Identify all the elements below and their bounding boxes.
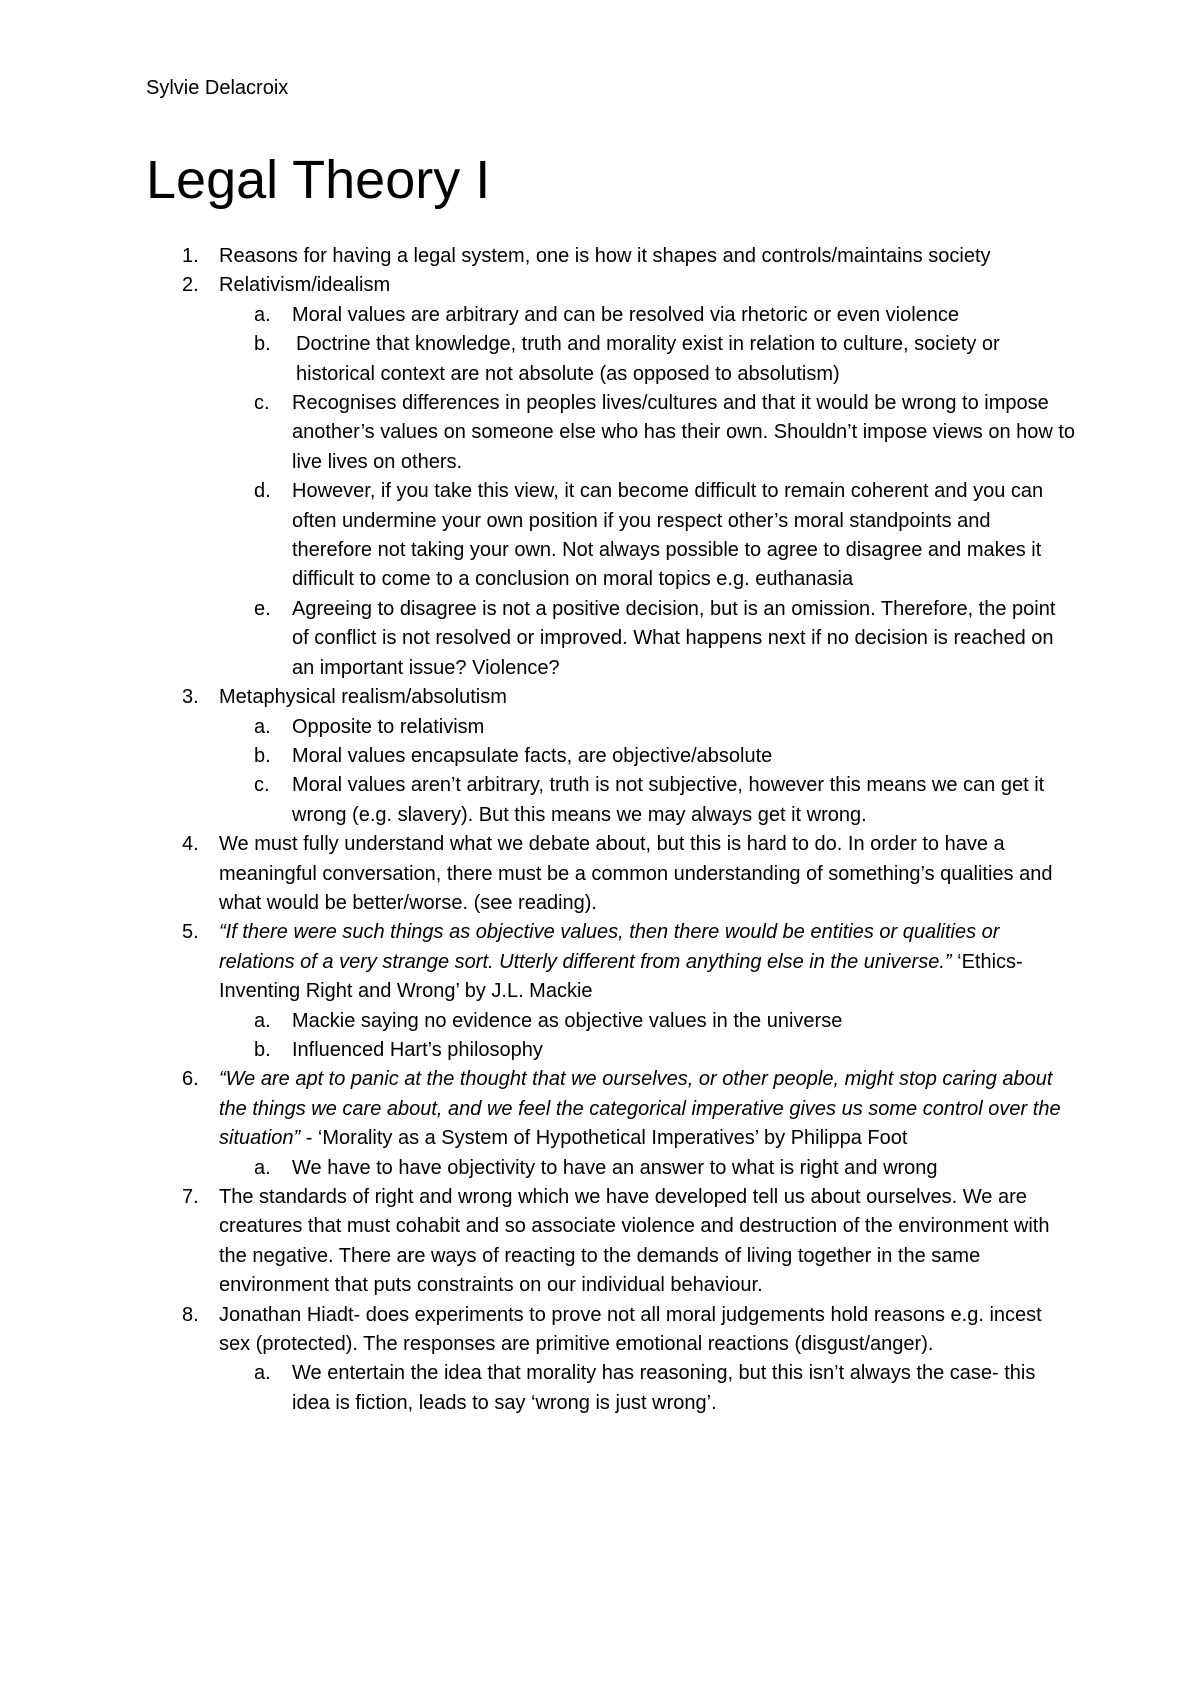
list-number: 6. xyxy=(182,1068,199,1091)
sub-item-text: However, if you take this view, it can become difficult to remain coherent and you can often undermine your own position if you respect other’s moral standpoints and therefore not taking your own. Not always possible to agree to disagree and makes it difficult to come to a conclusion on moral topics e.g. euthanasia xyxy=(292,480,1044,591)
sub-item-3b xyxy=(146,742,1076,771)
list-number: 1. xyxy=(182,245,199,267)
sub-item-3c xyxy=(146,771,1076,830)
sub-item-text: We entertain the idea that morality has reasoning, but this isn’t always the case- this idea is fiction, leads to say ‘wrong is just wrong’. xyxy=(292,1362,1036,1414)
sub-item-5a xyxy=(146,1007,1076,1036)
sub-item-text: Agreeing to disagree is not a positive decision, but is an omission. Therefore, the point of conflict is not resolved or improved. What happens next if no decision is reached on an important issue? Violence? xyxy=(292,597,1056,679)
list-item-text: Metaphysical realism/absolutism xyxy=(219,686,507,709)
sub-letter: e. xyxy=(254,597,271,620)
list-item-7 xyxy=(146,1183,1076,1301)
list-item-2 xyxy=(146,271,1076,300)
sub-letter: a. xyxy=(254,303,271,326)
list-number: 7. xyxy=(182,1186,199,1208)
quote-text: “If there were such things as objective values, then there would be entities or qualities or relations of a very strange sort. Utterly different from anything else in the universe.” xyxy=(219,921,1000,973)
sub-letter: a. xyxy=(254,715,271,738)
sub-item-text: Moral values aren’t arbitrary, truth is not subjective, however this means we can get it wrong (e.g. slavery). But this means we may always get it wrong. xyxy=(292,774,1045,826)
citation-text: ‘Ethics-Inventing Right and Wrong’ by J.L. Mackie xyxy=(219,950,1023,1003)
list-item-4 xyxy=(146,830,1076,918)
list-item-3 xyxy=(146,683,1076,712)
sub-item-8a xyxy=(146,1359,1076,1418)
sub-item-text: Influenced Hart’s philosophy xyxy=(292,1038,543,1061)
sub-item-2c xyxy=(146,389,1076,477)
sub-item-text: Recognises differences in peoples lives/cultures and that it would be wrong to impose another’s values on someone else who has their own. Shouldn’t impose views on how to live lives on others. xyxy=(292,392,1076,473)
list-number: 3. xyxy=(182,686,199,709)
list-number: 4. xyxy=(182,833,199,856)
document-title: Legal Theory I xyxy=(146,150,491,210)
sub-letter: d. xyxy=(254,480,271,503)
author-name: Sylvie Delacroix xyxy=(146,77,289,99)
list-item-5 xyxy=(146,918,1076,1006)
citation-text: - ‘Morality as a System of Hypothetical Imperatives’ by Philippa Foot xyxy=(300,1127,908,1150)
list-item-text: Relativism/idealism xyxy=(219,274,391,297)
list-item-text: We must fully understand what we debate about, but this is hard to do. In order to have a meaningful conversation, there must be a common understanding of something’s qualities and what would be better/worse. (see reading). xyxy=(219,833,1053,914)
quote-text: “We are apt to panic at the thought that we ourselves, or other people, might stop caring about the things we care about, and we feel the categorical imperative gives us some control over the situation” xyxy=(219,1068,1061,1150)
list-item-6 xyxy=(146,1065,1076,1153)
list-number: 5. xyxy=(182,921,199,944)
sub-item-5b xyxy=(146,1036,1076,1065)
list-item-text: Reasons for having a legal system, one is how it shapes and controls/maintains society xyxy=(219,245,991,267)
sub-item-3a xyxy=(146,713,1076,742)
sub-letter: b. xyxy=(254,744,271,767)
sub-item-text: Moral values are arbitrary and can be resolved via rhetoric or even violence xyxy=(292,303,960,326)
sub-item-text: Doctrine that knowledge, truth and morality exist in relation to culture, society or historical context are not absolute (as opposed to absolutism) xyxy=(296,333,1000,385)
sub-item-2b xyxy=(146,330,1076,389)
sub-item-2e xyxy=(146,595,1076,683)
sub-item-6a xyxy=(146,1154,1076,1183)
sub-letter: a. xyxy=(254,1362,271,1385)
sub-item-text: Mackie saying no evidence as objective values in the universe xyxy=(292,1009,843,1032)
sub-letter: a. xyxy=(254,1009,271,1032)
sub-item-text: Opposite to relativism xyxy=(292,715,485,738)
sub-letter: c. xyxy=(254,392,270,415)
list-item-text: Jonathan Hiadt- does experiments to prove not all moral judgements hold reasons e.g. incest sex (protected). The responses are primitive emotional reactions (disgust/anger). xyxy=(219,1303,1042,1356)
list-item-8 xyxy=(146,1301,1076,1360)
sub-item-text: We have to have objectivity to have an answer to what is right and wrong xyxy=(292,1156,938,1179)
sub-item-2a xyxy=(146,301,1076,330)
list-number: 2. xyxy=(182,274,199,297)
notes-list xyxy=(146,242,1076,1418)
list-number: 8. xyxy=(182,1303,199,1326)
list-item-1 xyxy=(146,242,1076,271)
sub-letter: b. xyxy=(254,333,271,356)
sub-item-2d xyxy=(146,477,1076,595)
sub-letter: b. xyxy=(254,1038,271,1061)
sub-letter: a. xyxy=(254,1156,271,1179)
list-item-text: The standards of right and wrong which we have developed tell us about ourselves. We are creatures that must cohabit and so associate violence and destruction of the environment with the negative. There are ways of reacting to the demands of living together in the same environment that puts constraints on our individual behaviour. xyxy=(219,1186,1050,1297)
sub-letter: c. xyxy=(254,774,270,797)
sub-item-text: Moral values encapsulate facts, are objective/absolute xyxy=(292,744,773,767)
